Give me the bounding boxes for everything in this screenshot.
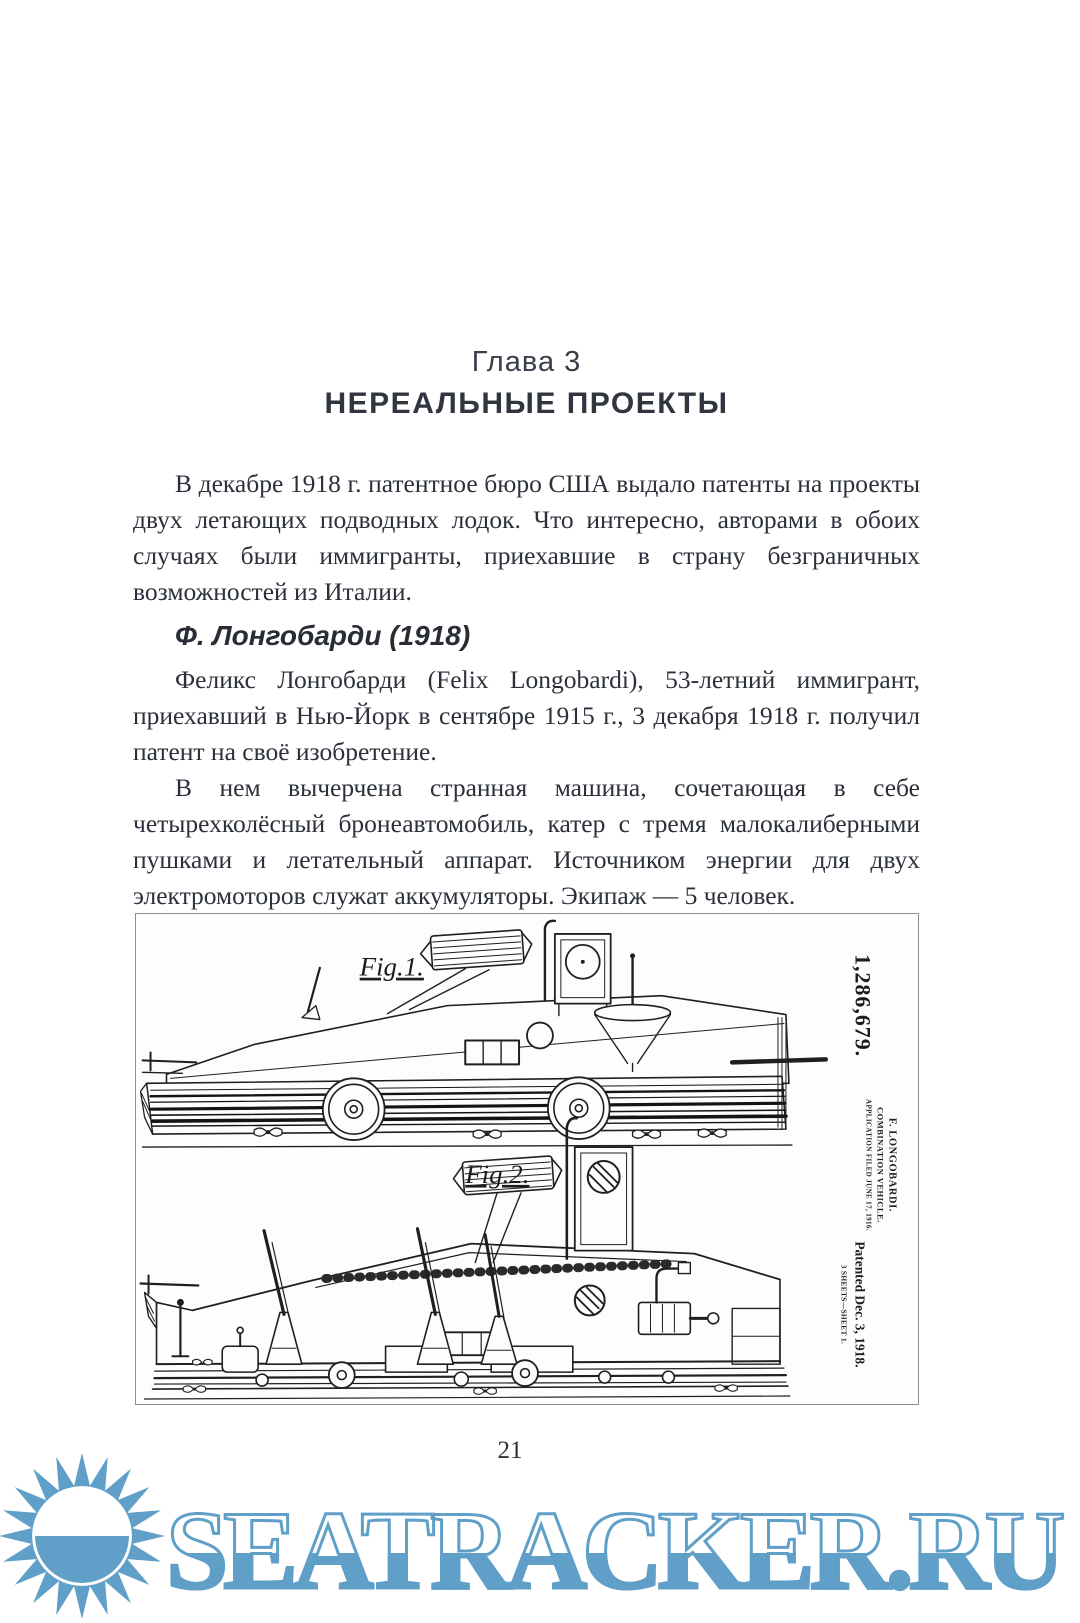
- section-paragraph-2: В нем вычерчена странная машина, сочетающая в себе четырехколёсный бронеавтомобиль, катер с тремя малокалиберными пушками и летательный аппарат. Источником энергии для двух электромоторов служат аккумуляторы. Экипаж — 5 человек.: [133, 773, 920, 910]
- fig1-drawing: [141, 921, 826, 1147]
- fig2-label: Fig.2.: [465, 1158, 530, 1189]
- chapter-title: НЕРЕАЛЬНЫЕ ПРОЕКТЫ: [324, 387, 729, 420]
- patent-application-line: APPLICATION FILED JUNE 17, 1916.: [864, 1099, 873, 1231]
- section-paragraph-1: Феликс Лонгобарди (Felix Longobardi), 53-летний иммигрант, приехавший в Нью-Йорк в сентябре 1915 г., 3 декабря 1918 г. получил патент на своё изобретение.: [133, 665, 920, 766]
- fig1-rotor: [419, 929, 533, 971]
- fig2-drawing: [141, 1118, 790, 1399]
- watermark: [0, 1450, 1080, 1623]
- patent-margin-text: [840, 954, 898, 1367]
- fig1-label: Fig.1.: [359, 951, 424, 982]
- fig1-wheel-front: [323, 1078, 385, 1140]
- patent-number: 1,286,679.: [850, 954, 876, 1058]
- sun-logo-icon: [0, 1446, 172, 1623]
- patent-inventor-line: F. LONGOBARDI.: [886, 1117, 898, 1213]
- page-number: 21: [497, 1437, 523, 1464]
- section-heading: Ф. Лонгобарди (1918): [175, 620, 471, 651]
- text-column: [133, 346, 920, 914]
- patent-title-line: COMBINATION VEHICLE.: [875, 1107, 886, 1223]
- watermark-text: SEATRACKER.RU: [166, 1489, 1061, 1613]
- intro-paragraph: В декабре 1918 г. патентное бюро США выдало патенты на проекты двух летающих подводных лодок. Что интересно, авторами в обоих случаях были иммигранты, приехавшие в страну безграничных возможностей из Италии.: [133, 469, 920, 606]
- fig1-wheel-rear: [548, 1077, 610, 1139]
- chapter-kicker: Глава 3: [471, 346, 582, 378]
- patent-drawing-svg: [136, 914, 918, 1404]
- patent-date-line: Patented Dec. 3, 1918.: [852, 1241, 868, 1368]
- patent-sheets-line: 3 SHEETS—SHEET 1.: [839, 1264, 849, 1345]
- patent-figure: [135, 913, 919, 1405]
